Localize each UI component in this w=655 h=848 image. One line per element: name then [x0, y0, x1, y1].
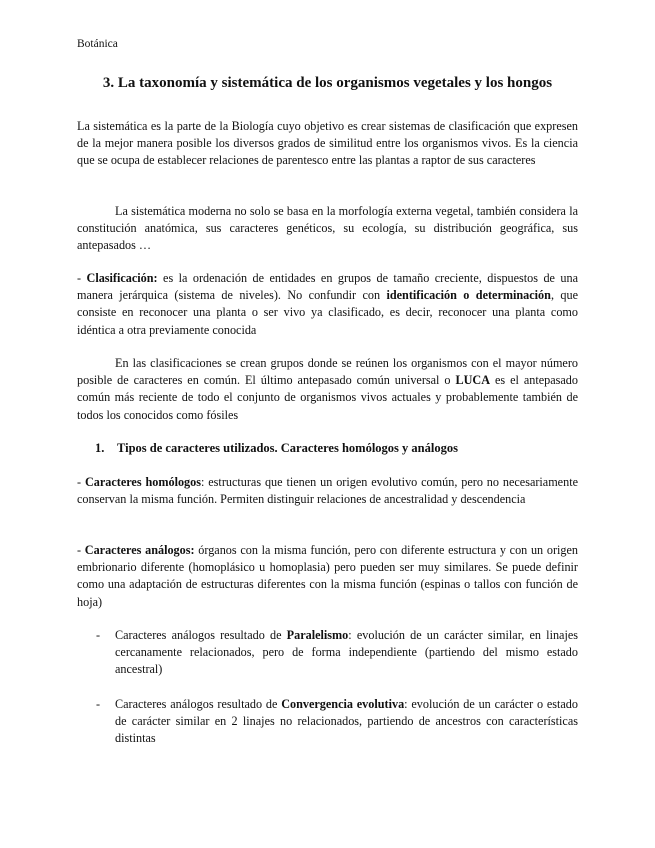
page-title: 3. La taxonomía y sistemática de los organismos vegetales y los hongos — [102, 75, 553, 91]
list-item — [115, 627, 578, 679]
list-segment: Caracteres análogos resultado de — [115, 697, 282, 711]
dash-lead: - — [77, 543, 85, 557]
paragraph-segment: órganos con la misma función, pero con diferente estructura y con un origen embrionario diferente (homoplásico u homoplasia) pero pueden ser muy similares. Se puede definir como una adaptación de estructuras diferentes con la misma función (espinas o tallos con función de hoja) — [77, 543, 579, 609]
term-identificacion: identificación o determinación — [386, 288, 551, 303]
paragraph-sistematica — [77, 118, 578, 170]
list-segment: : evolución de un carácter o estado de carácter similar en 2 linajes no relacionados, partiendo de ancestros con características distintas — [115, 697, 578, 746]
paragraph-text — [77, 270, 578, 339]
paragraph-text — [77, 542, 578, 611]
section-number: 1. — [95, 441, 105, 455]
paragraph-homologos — [77, 474, 578, 508]
term-homologos: Caracteres homólogos — [84, 475, 201, 489]
paragraph-segment: : estructuras que tienen un origen evolutivo común, pero no necesariamente conservan la misma función. Permiten distinguir relaciones de ancestralidad y descendencia — [77, 475, 578, 507]
paragraph-sistematica-moderna — [77, 203, 578, 255]
paragraph-segment: es el antepasado común más reciente de todo el conjunto de organismos vivos actuales y probablemente también de todos los conocidos como fósiles — [77, 373, 578, 422]
paragraph-analogos — [77, 542, 578, 611]
paragraph-segment: , que consiste en reconocer una planta o ser vivo ya clasificado, es decir, reconocer una planta como idéntica a otra previamente conocida — [77, 288, 578, 337]
list-item — [115, 696, 578, 748]
page-header: Botánica — [77, 38, 118, 50]
list-bullet: - — [96, 697, 101, 711]
list-segment: : evolución de un carácter similar, en linajes cercanamente relacionados, pero de forma independiente (partiendo del mismo estado ancestral) — [115, 628, 578, 677]
term-convergencia: Convergencia evolutiva — [281, 697, 405, 711]
list-item-text — [115, 696, 578, 748]
paragraph-segment: En las clasificaciones se crean grupos donde se reúnen los organismos con el mayor número posible de caracteres en común. El último antepasado común universal o — [77, 356, 578, 388]
term-paralelismo: Paralelismo — [286, 628, 349, 642]
paragraph-luca — [77, 355, 578, 424]
paragraph-text — [77, 355, 578, 424]
paragraph-segment: es la ordenación de entidades en grupos de tamaño creciente, dispuestos de una manera jerárquica (sistema de niveles). No confundir con — [77, 271, 579, 303]
term-analogos: Caracteres análogos: — [84, 543, 195, 557]
list-bullet: - — [96, 628, 101, 642]
paragraph-clasificacion — [77, 270, 578, 339]
dash-lead: - — [77, 475, 85, 489]
paragraph-text: La sistemática moderna no solo se basa en la morfología externa vegetal, también considera la constitución anatómica, sus caracteres genéticos, su ecología, su distribución geográfica, sus antepasados … — [77, 204, 578, 253]
section-heading-text — [77, 440, 578, 457]
list-segment: Caracteres análogos resultado de — [115, 628, 287, 642]
section-title: Tipos de caracteres utilizados. Caracteres homólogos y análogos — [117, 441, 458, 455]
term-luca: LUCA — [455, 373, 491, 388]
list-item-text — [115, 627, 578, 679]
paragraph-text: La sistemática es la parte de la Biología cuyo objetivo es crear sistemas de clasificación que expresen de la mejor manera posible los diversos grados de similitud entre los organismos vivos. Es la ciencia que se ocupa de establecer relaciones de parentesco entre las plantas a raptor de sus caracteres — [77, 119, 578, 168]
term-clasificacion: Clasificación: — [86, 271, 158, 285]
paragraph-text — [77, 474, 578, 508]
section-heading — [77, 440, 578, 457]
dash-lead: - — [77, 271, 87, 285]
